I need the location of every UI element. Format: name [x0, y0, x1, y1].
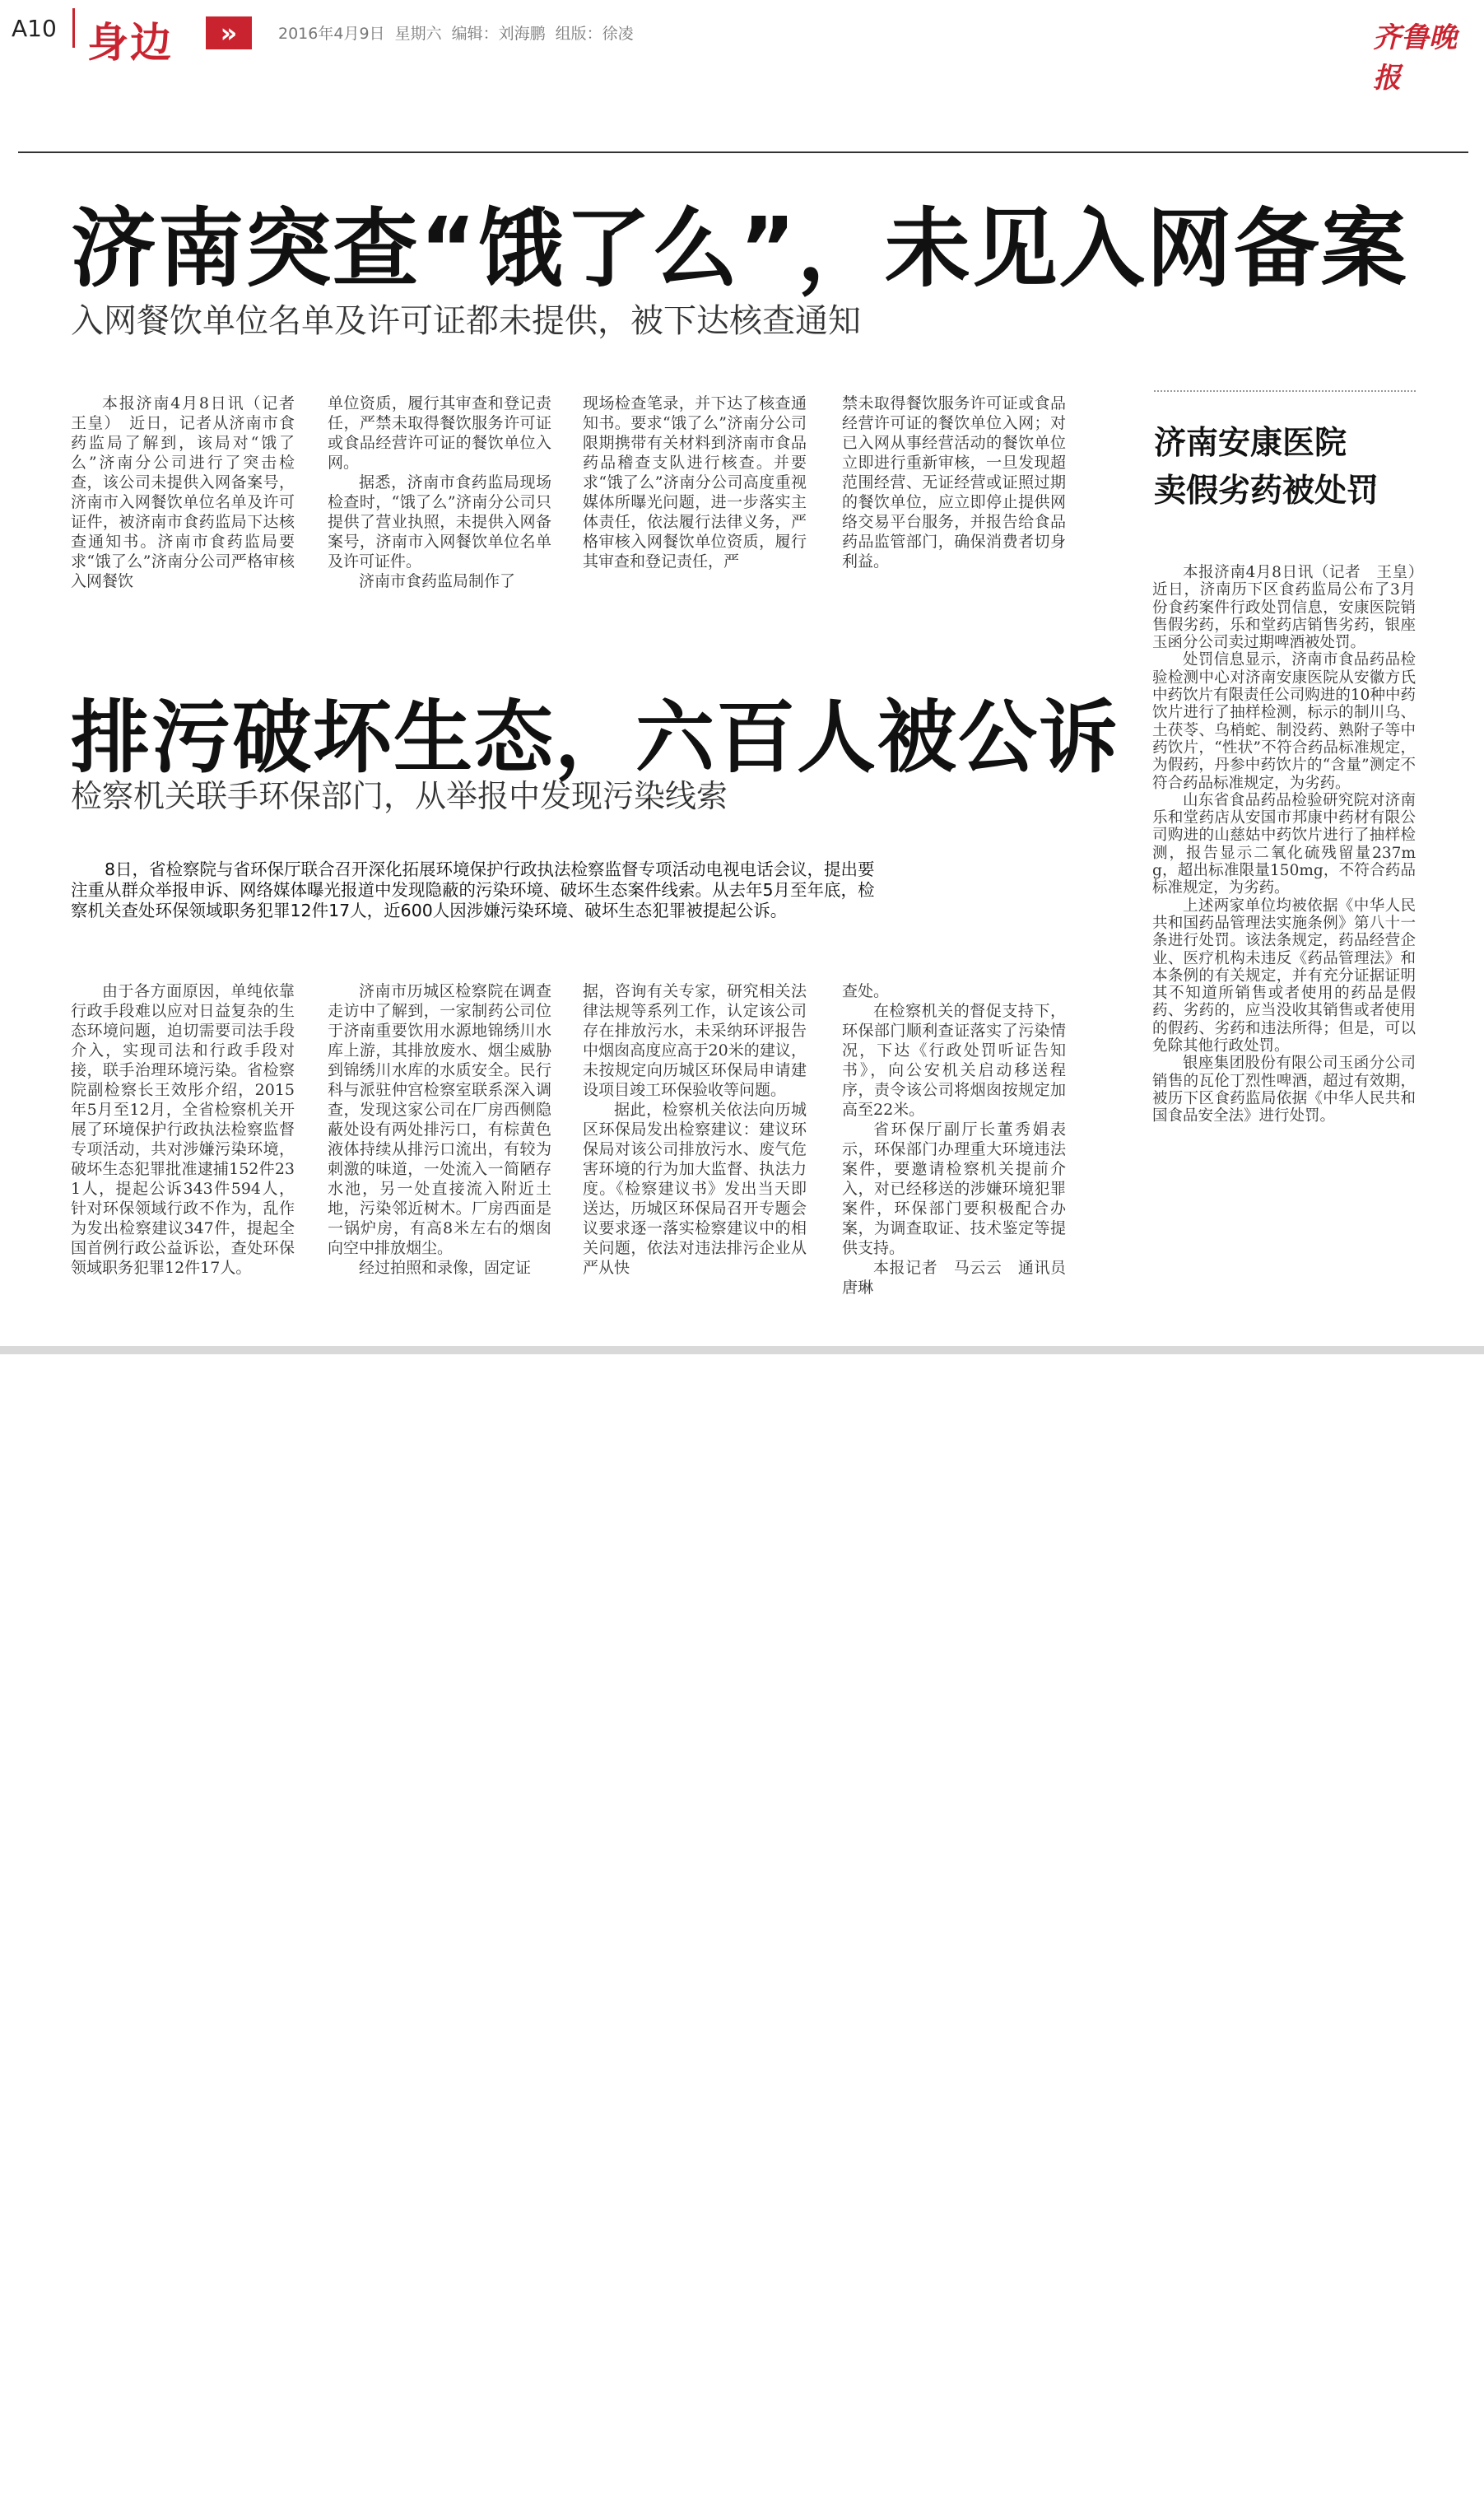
paragraph: 据悉，济南市食药监局现场检查时，“饿了么”济南分公司只提供了营业执照，未提供入网备案号，济南市入网餐饮单位名单及许可证件。: [328, 473, 551, 571]
article1-subheadline: 入网餐饮单位名单及许可证都未提供，被下达核查通知: [71, 302, 861, 340]
article2-subheadline: 检察机关联手环保部门，从举报中发现污染线索: [71, 778, 728, 814]
paragraph: 现场检查笔录，并下达了核查通知书。要求“饿了么”济南分公司限期携带有关材料到济南市食品药品稽查支队进行核查。并要求“饿了么”济南分公司高度重视媒体所曝光问题，进一步落实主体责任，依法履行法律义务，严格审核入网餐饮单位资质，履行其审查和登记责任，严: [583, 394, 807, 571]
paragraph: 济南市食药监局制作了: [359, 572, 516, 590]
sidebar-headline: [1154, 420, 1426, 515]
header-rule: [18, 151, 1468, 153]
section-title: 身边: [87, 19, 173, 67]
article2-column-4: [842, 981, 1082, 1297]
byline: 本报记者 马云云 通讯员 唐琳: [842, 1259, 1082, 1297]
page-bottom-band: [0, 1346, 1484, 1354]
article2-column-3: [583, 981, 807, 1278]
paragraph: 银座集团股份有限公司玉函分公司销售的瓦伦丁烈性啤酒，超过有效期，被历下区食药监局依据《中华人民共和国食品安全法》进行处罚。: [1152, 1055, 1416, 1125]
sidebar-rule: [1154, 390, 1416, 392]
paragraph: 省环保厅副厅长董秀娟表示，环保部门办理重大环境违法案件，要邀请检察机关提前介入，对已经移送的涉嫌环境犯罪案件，环保部门要积极配合办案，为调查取证、技术鉴定等提供支持。: [842, 1120, 1066, 1257]
article1-column-3: [583, 394, 807, 571]
paragraph: 单位资质，履行其审查和登记责任，严禁未取得餐饮服务许可证或食品经营许可证的餐饮单位入网。: [328, 394, 551, 472]
article1-headline: 济南突查“饿了么”，未见入网备案: [71, 198, 1408, 299]
double-chevron-icon: »: [206, 16, 252, 49]
sidebar-headline-line: 济南安康医院: [1154, 425, 1347, 462]
lead-paragraph: 8日，省检察院与省环保厅联合召开深化拓展环境保护行政执法检察监督专项活动电视电话会议，提出要注重从群众举报申诉、网络媒体曝光报道中发现隐蔽的污染环境、破坏生态案件线索。从去年5月至年底，检察机关查处环保领域职务犯罪12件17人，近600人因涉嫌污染环境、破坏生态犯罪被提起公诉。: [71, 860, 875, 920]
paragraph: 据此，检察机关依法向历城区环保局发出检察建议：建议环保局对该公司排放污水、废气危害环境的行为加大监督、执法力度。《检察建议书》发出当天即送达，历城区环保局召开专题会议要求逐一落实检察建议中的相关问题，依法对违法排污企业从严从快: [583, 1101, 807, 1277]
paragraph: 处罚信息显示，济南市食品药品检验检测中心对济南安康医院从安徽方氏中药饮片有限责任公司购进的10种中药饮片进行了抽样检测，标示的制川乌、土茯苓、乌梢蛇、制没药、熟附子等中药饮片，“性状”不符合药品标准规定，为假药，丹参中药饮片的“含量”测定不符合药品标准规定，为劣药。: [1152, 651, 1416, 792]
paragraph: 本报济南4月8日讯（记者 王皇） 近日，记者从济南市食药监局了解到，该局对“饿了么”济南分公司进行了突击检查，该公司未提供入网备案号，济南市入网餐饮单位名单及许可证件，被济南市食药监局下达核查通知书。济南市食药监局要求“饿了么”济南分公司严格审核入网餐饮: [71, 394, 311, 590]
sidebar-body: [1152, 564, 1431, 1125]
article1-column-1: [71, 394, 311, 591]
paragraph: 本报济南4月8日讯（记者 王皇） 近日，济南历下区食药监局公布了3月份食药案件行政处罚信息，安康医院销售假劣药，乐和堂药店销售劣药，银座玉函分公司卖过期啤酒被处罚。: [1152, 564, 1431, 652]
paragraph: 由于各方面原因，单纯依靠行政手段难以应对日益复杂的生态环境问题，迫切需要司法手段介入，实现司法和行政手段对接，联手治理环境污染。省检察院副检察长王效彤介绍，2015年5月至12月，全省检察机关开展了环境保护行政执法检察监督专项活动，共对涉嫌污染环境，破坏生态犯罪批准逮捕152件231人，提起公诉343件594人，针对环保领域行政不作为，乱作为发出检察建议347件，提起全国首例行政公益诉讼，查处环保领域职务犯罪12件17人。: [71, 982, 295, 1277]
paragraph: 在检察机关的督促支持下，环保部门顺利查证落实了污染情况，下达《行政处罚听证告知书》，向公安机关启动移送程序，责令该公司将烟囱按规定加高至22米。: [842, 1002, 1066, 1119]
article2-headline: 排污破坏生态，六百人被公诉: [71, 692, 1119, 784]
article2-column-2: [328, 981, 551, 1278]
article1-column-4: [842, 394, 1066, 571]
issue-meta: 2016年4月9日 星期六 编辑：刘海鹏 组版：徐凌: [278, 25, 634, 43]
paragraph: 据，咨询有关专家，研究相关法律法规等系列工作，认定该公司存在排放污水，未采纳环评报告中烟囱高度应高于20米的建议，未按规定向历城区环保局申请建设项目竣工环保验收等问题。: [583, 982, 807, 1099]
paragraph: 经过拍照和录像，固定证: [359, 1259, 532, 1277]
header-divider: [72, 8, 75, 48]
paragraph: 上述两家单位均被依据《中华人民共和国药品管理法实施条例》第八十一条进行处罚。该法条规定，药品经营企业、医疗机构未违反《药品管理法》和本条例的有关规定，并有充分证据证明其不知道所销售或者使用的药品是假药、劣药的，应当没收其销售或者使用的假药、劣药和违法所得；但是，可以免除其他行政处罚。: [1152, 897, 1416, 1055]
article2-column-1: [71, 981, 295, 1278]
paragraph: 查处。: [842, 982, 890, 1000]
newspaper-logo: 齐鲁晚报: [1373, 21, 1457, 95]
article2-lead: [71, 860, 882, 921]
paragraph: 禁未取得餐饮服务许可证或食品经营许可证的餐饮单位入网；对已入网从事经营活动的餐饮单位立即进行重新审核，一旦发现超范围经营、无证经营或证照过期的餐饮单位，应立即停止提供网络交易平台服务，并报告给食品药品监管部门，确保消费者切身利益。: [842, 394, 1066, 571]
paragraph: 济南市历城区检察院在调查走访中了解到，一家制药公司位于济南重要饮用水源地锦绣川水库上游，其排放废水、烟尘威胁到锦绣川水库的水质安全。民行科与派驻仲宫检察室联系深入调查，发现这家公司在厂房西侧隐蔽处设有两处排污口，有棕黄色液体持续从排污口流出，有较为刺激的味道，一处流入一简陋存水池，另一处直接流入附近土地，污染邻近树木。厂房西面是一锅炉房，有高8米左右的烟囱向空中排放烟尘。: [328, 982, 551, 1257]
paragraph: 山东省食品药品检验研究院对济南乐和堂药店从安国市邦康中药材有限公司购进的山慈姑中药饮片进行了抽样检测，报告显示二氧化硫残留量237mg，超出标准限量150mg，不符合药品标准规定，为劣药。: [1152, 791, 1416, 897]
article1-column-2: [328, 394, 551, 591]
sidebar-headline-line: 卖假劣药被处罚: [1154, 473, 1379, 510]
page-number: A10: [12, 15, 57, 42]
